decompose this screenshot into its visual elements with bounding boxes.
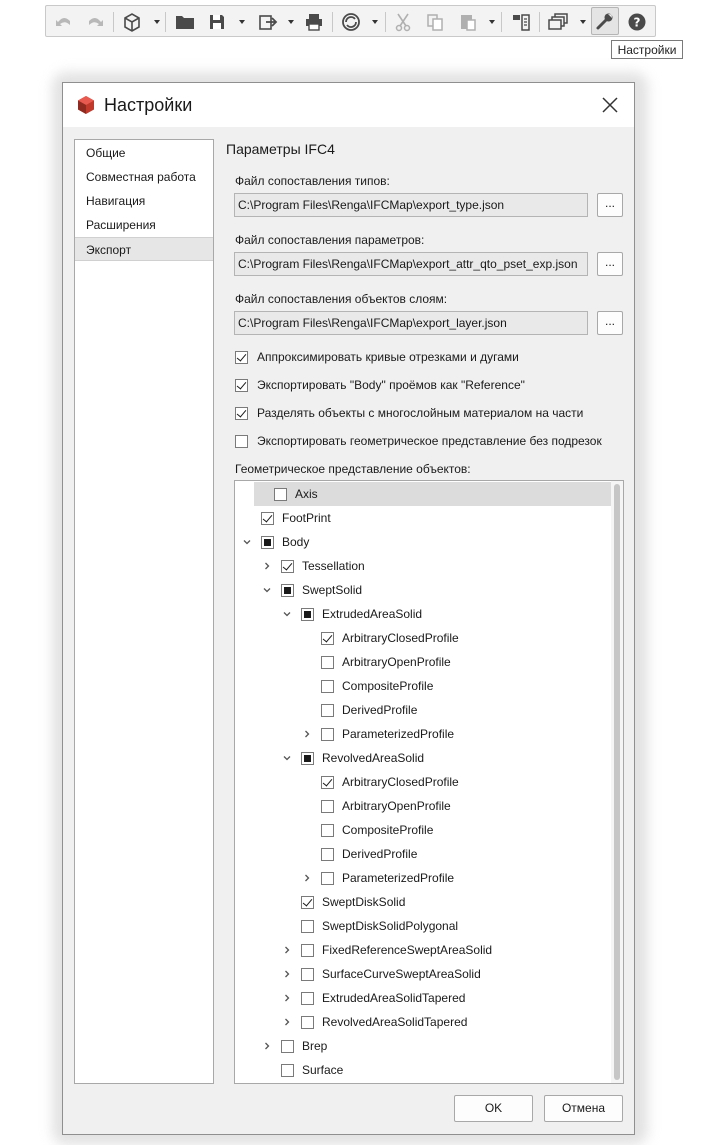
chevron-right-icon[interactable] bbox=[261, 560, 273, 572]
tree-checkbox[interactable] bbox=[321, 680, 334, 693]
tree-spacer bbox=[301, 632, 313, 644]
option-checkbox[interactable] bbox=[235, 351, 248, 364]
chevron-right-icon[interactable] bbox=[301, 728, 313, 740]
chevron-right-icon[interactable] bbox=[261, 1040, 273, 1052]
tree-item[interactable] bbox=[235, 890, 611, 914]
option-row[interactable] bbox=[235, 349, 519, 365]
layer-map-label: Файл сопоставления объектов слоям: bbox=[235, 292, 448, 306]
cancel-button[interactable]: Отмена bbox=[544, 1095, 623, 1122]
tree-item[interactable] bbox=[235, 962, 611, 986]
chevron-down-icon[interactable] bbox=[261, 584, 273, 596]
settings-icon[interactable] bbox=[591, 7, 619, 35]
param-map-label: Файл сопоставления параметров: bbox=[235, 233, 425, 247]
settings-nav bbox=[74, 139, 214, 1084]
save-icon[interactable] bbox=[205, 10, 229, 34]
tree-item[interactable] bbox=[235, 650, 611, 674]
tree-item[interactable] bbox=[235, 698, 611, 722]
print-icon[interactable] bbox=[302, 10, 326, 34]
layer-map-browse-button[interactable]: ... bbox=[597, 311, 623, 335]
chevron-right-icon[interactable] bbox=[281, 944, 293, 956]
option-label: Экспортировать геометрическое представление без подрезок bbox=[257, 434, 602, 448]
dialog-title: Настройки bbox=[104, 95, 193, 115]
chevron-down-icon[interactable] bbox=[241, 536, 253, 548]
chevron-down-icon[interactable] bbox=[281, 608, 293, 620]
tree-checkbox[interactable] bbox=[321, 800, 334, 813]
tree-item[interactable] bbox=[235, 674, 611, 698]
tree-item[interactable] bbox=[254, 482, 611, 506]
tree-spacer bbox=[301, 848, 313, 860]
tree-checkbox[interactable] bbox=[321, 824, 334, 837]
export-icon[interactable] bbox=[256, 10, 280, 34]
tree-spacer bbox=[281, 896, 293, 908]
option-checkbox[interactable] bbox=[235, 435, 248, 448]
representation-tree bbox=[234, 480, 624, 1084]
tree-item-label: ArbitraryClosedProfile bbox=[342, 775, 459, 789]
tree-item[interactable] bbox=[235, 554, 611, 578]
tree-spacer bbox=[301, 824, 313, 836]
tree-spacer bbox=[301, 704, 313, 716]
tree-item-label: SweptDiskSolidPolygonal bbox=[322, 919, 459, 933]
chevron-down-icon[interactable] bbox=[579, 18, 587, 26]
tree-item-label: RevolvedAreaSolid bbox=[322, 751, 425, 765]
tree-checkbox[interactable] bbox=[281, 560, 294, 573]
tree-checkbox[interactable] bbox=[301, 752, 314, 765]
tree-item[interactable] bbox=[235, 866, 611, 890]
type-map-label: Файл сопоставления типов: bbox=[235, 174, 390, 188]
tree-spacer bbox=[301, 800, 313, 812]
tree-checkbox[interactable] bbox=[321, 776, 334, 789]
ok-button[interactable]: OK bbox=[454, 1095, 533, 1122]
cut-icon[interactable] bbox=[391, 10, 415, 34]
tree-checkbox[interactable] bbox=[321, 632, 334, 645]
close-icon[interactable] bbox=[600, 95, 620, 115]
tree-item[interactable] bbox=[235, 1010, 611, 1034]
tree-checkbox[interactable] bbox=[261, 512, 274, 525]
param-map-field[interactable]: C:\Program Files\Renga\IFCMap\export_attr_qto_pset_exp.json bbox=[234, 252, 588, 276]
option-row[interactable] bbox=[235, 433, 602, 449]
nav-item[interactable]: Расширения bbox=[86, 218, 156, 232]
tree-spacer bbox=[301, 680, 313, 692]
type-map-browse-button[interactable]: ... bbox=[597, 193, 623, 217]
layer-map-field[interactable]: C:\Program Files\Renga\IFCMap\export_layer.json bbox=[234, 311, 588, 335]
app-logo-icon bbox=[76, 95, 96, 115]
tree-item[interactable] bbox=[235, 938, 611, 962]
section-title: Параметры IFC4 bbox=[226, 141, 335, 157]
tree-checkbox[interactable] bbox=[321, 656, 334, 669]
chevron-right-icon[interactable] bbox=[281, 1016, 293, 1028]
tree-item-label: CompositeProfile bbox=[342, 823, 434, 837]
tree-scroll-thumb[interactable] bbox=[614, 484, 620, 1080]
tree-item-label: SweptSolid bbox=[302, 583, 363, 597]
tree-item[interactable] bbox=[235, 794, 611, 818]
chevron-right-icon[interactable] bbox=[281, 968, 293, 980]
tree-spacer bbox=[301, 656, 313, 668]
tree-item[interactable] bbox=[235, 1034, 611, 1058]
chevron-down-icon[interactable] bbox=[371, 18, 379, 26]
chevron-right-icon[interactable] bbox=[301, 872, 313, 884]
tree-item-label: Axis bbox=[295, 487, 318, 501]
tree-item-label: ParameterizedProfile bbox=[342, 871, 455, 885]
chevron-down-icon[interactable] bbox=[238, 18, 246, 26]
option-row[interactable] bbox=[235, 377, 525, 393]
tree-checkbox[interactable] bbox=[321, 848, 334, 861]
main-toolbar bbox=[45, 5, 656, 37]
tree-item-label: FootPrint bbox=[282, 511, 331, 525]
tree-item-label: Surface bbox=[302, 1063, 344, 1077]
tree-checkbox[interactable] bbox=[301, 944, 314, 957]
tree-checkbox[interactable] bbox=[301, 992, 314, 1005]
properties-icon[interactable] bbox=[509, 10, 533, 34]
tree-spacer bbox=[261, 1064, 273, 1076]
sync-icon[interactable] bbox=[339, 10, 363, 34]
type-map-field[interactable]: C:\Program Files\Renga\IFCMap\export_type.json bbox=[234, 193, 588, 217]
nav-item[interactable]: Общие bbox=[86, 146, 126, 160]
tree-item-label: RevolvedAreaSolidTapered bbox=[322, 1015, 468, 1029]
nav-item[interactable]: Совместная работа bbox=[86, 170, 196, 184]
tree-item-label: ArbitraryClosedProfile bbox=[342, 631, 459, 645]
tree-checkbox[interactable] bbox=[301, 920, 314, 933]
tree-checkbox[interactable] bbox=[281, 1064, 294, 1077]
tree-item-label: SurfaceCurveSweptAreaSolid bbox=[322, 967, 481, 981]
tree-item-label: ParameterizedProfile bbox=[342, 727, 455, 741]
nav-item[interactable]: Экспорт bbox=[75, 237, 213, 261]
copy-icon[interactable] bbox=[423, 10, 447, 34]
nav-item[interactable]: Навигация bbox=[86, 194, 146, 208]
tree-checkbox[interactable] bbox=[301, 968, 314, 981]
tree-spacer bbox=[241, 512, 253, 524]
chevron-down-icon[interactable] bbox=[281, 752, 293, 764]
tree-item[interactable] bbox=[235, 746, 611, 770]
tree-spacer bbox=[301, 776, 313, 788]
tooltip: Настройки bbox=[611, 40, 683, 59]
tree-checkbox[interactable] bbox=[281, 1040, 294, 1053]
param-map-browse-button[interactable]: ... bbox=[597, 252, 623, 276]
tree-checkbox[interactable] bbox=[301, 1016, 314, 1029]
redo-icon[interactable] bbox=[83, 10, 107, 34]
tree-item[interactable] bbox=[235, 986, 611, 1010]
tree-spacer bbox=[254, 488, 266, 500]
option-checkbox[interactable] bbox=[235, 379, 248, 392]
option-label: Аппроксимировать кривые отрезками и дугами bbox=[257, 350, 519, 364]
tree-item-label: ExtrudedAreaSolidTapered bbox=[322, 991, 466, 1005]
tree-checkbox[interactable] bbox=[281, 584, 294, 597]
tree-item[interactable] bbox=[235, 914, 611, 938]
open-folder-icon[interactable] bbox=[173, 10, 197, 34]
tree-item-label: Body bbox=[282, 535, 310, 549]
tree-spacer bbox=[281, 920, 293, 932]
tree-checkbox[interactable] bbox=[321, 872, 334, 885]
chevron-right-icon[interactable] bbox=[281, 992, 293, 1004]
paste-icon[interactable] bbox=[456, 10, 480, 34]
tree-item[interactable] bbox=[235, 578, 611, 602]
tree-item-label: SweptDiskSolid bbox=[322, 895, 406, 909]
tree-checkbox[interactable] bbox=[274, 488, 287, 501]
tree-item-label: CompositeProfile bbox=[342, 679, 434, 693]
tree-checkbox[interactable] bbox=[301, 896, 314, 909]
tree-item[interactable] bbox=[235, 602, 611, 626]
settings-dialog bbox=[62, 82, 635, 1135]
3d-view-icon[interactable] bbox=[120, 10, 144, 34]
tree-item-label: FixedReferenceSweptAreaSolid bbox=[322, 943, 493, 957]
svg-text:?: ? bbox=[633, 15, 641, 30]
tree-item[interactable] bbox=[235, 530, 611, 554]
tree-item-label: ExtrudedAreaSolid bbox=[322, 607, 423, 621]
tree-item[interactable] bbox=[235, 770, 611, 794]
tree-checkbox[interactable] bbox=[261, 536, 274, 549]
tree-item[interactable] bbox=[235, 1058, 611, 1082]
undo-icon[interactable] bbox=[52, 10, 76, 34]
dialog-titlebar bbox=[63, 83, 634, 127]
tree-item[interactable] bbox=[235, 842, 611, 866]
chevron-down-icon[interactable] bbox=[153, 18, 161, 26]
tree-checkbox[interactable] bbox=[321, 704, 334, 717]
chevron-down-icon[interactable] bbox=[488, 18, 496, 26]
tree-scrollbar[interactable] bbox=[611, 481, 623, 1083]
tree-item-label: Brep bbox=[302, 1039, 328, 1053]
option-label: Разделять объекты с многослойным материалом на части bbox=[257, 406, 584, 420]
tree-item-label: Tessellation bbox=[302, 559, 365, 573]
tree-item[interactable] bbox=[235, 626, 611, 650]
option-checkbox[interactable] bbox=[235, 407, 248, 420]
option-label: Экспортировать "Body" проёмов как "Reference" bbox=[257, 378, 525, 392]
views-icon[interactable] bbox=[546, 10, 570, 34]
tree-item-label: DerivedProfile bbox=[342, 847, 418, 861]
tree-item-label: ArbitraryOpenProfile bbox=[342, 799, 451, 813]
help-icon[interactable] bbox=[625, 10, 649, 34]
tree-item[interactable] bbox=[235, 818, 611, 842]
tree-item-label: DerivedProfile bbox=[342, 703, 418, 717]
tree-item-label: ArbitraryOpenProfile bbox=[342, 655, 451, 669]
tree-checkbox[interactable] bbox=[321, 728, 334, 741]
tree-checkbox[interactable] bbox=[301, 608, 314, 621]
tree-label: Геометрическое представление объектов: bbox=[235, 462, 471, 476]
tree-item[interactable] bbox=[235, 506, 611, 530]
tree-item[interactable] bbox=[235, 722, 611, 746]
chevron-down-icon[interactable] bbox=[287, 18, 295, 26]
option-row[interactable] bbox=[235, 405, 583, 421]
